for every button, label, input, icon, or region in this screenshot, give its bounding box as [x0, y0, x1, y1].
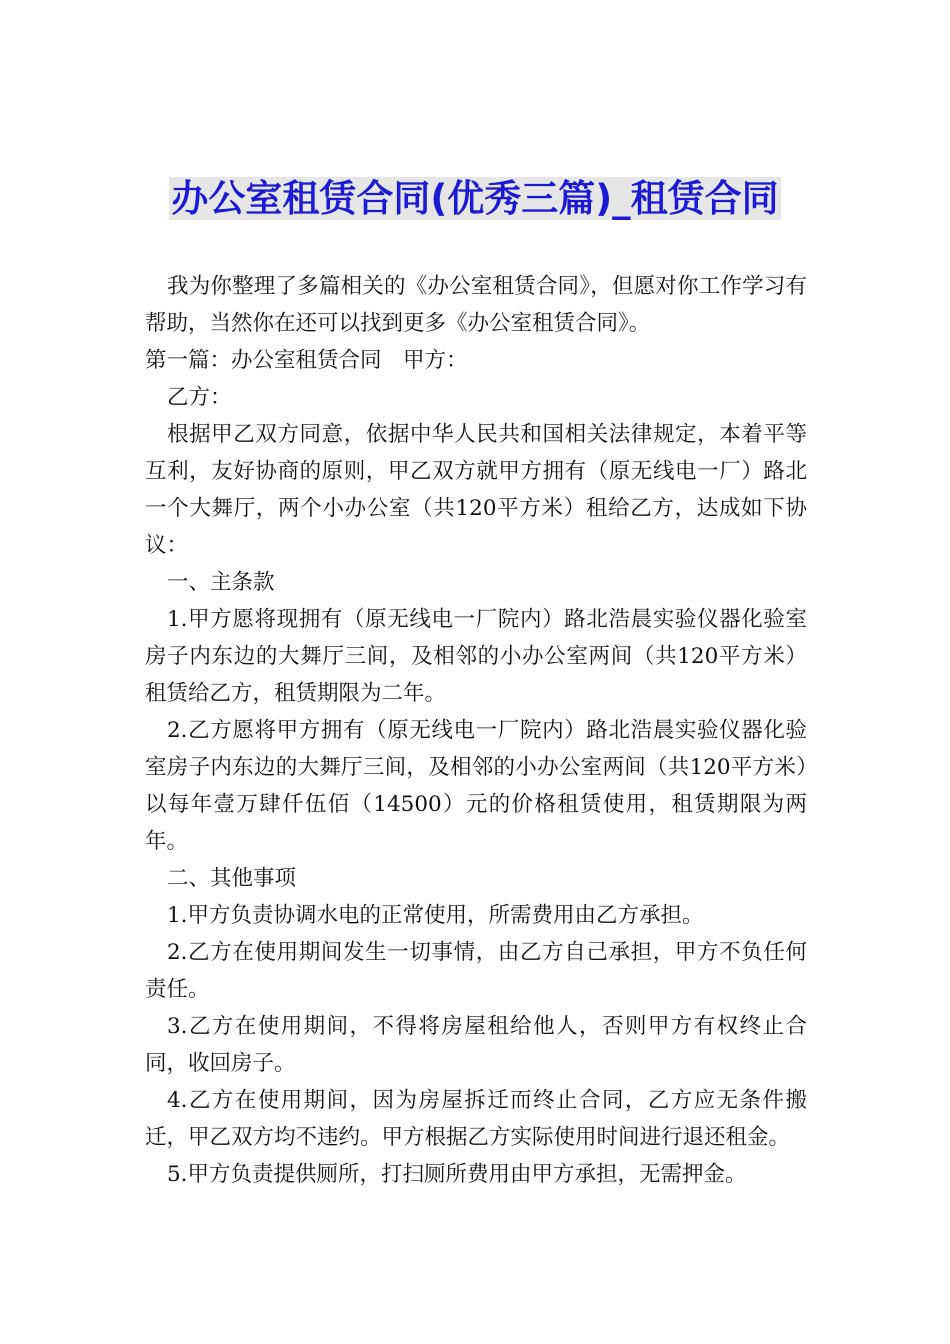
intro-paragraph: 我为你整理了多篇相关的《办公室租赁合同》，但愿对你工作学习有帮助，当然你在还可以找到更多《办公室租赁合同》。 — [145, 274, 807, 336]
other-clause-3: 3.乙方在使用期间，不得将房屋租给他人，否则甲方有权终止合同，收回房子。 — [145, 1014, 807, 1076]
other-clause-4: 4.乙方在使用期间，因为房屋拆迁而终止合同，乙方应无条件搬迁，甲乙双方均不违约。甲方根据乙方实际使用时间进行退还租金。 — [145, 1088, 807, 1150]
other-clause-2: 2.乙方在使用期间发生一切事情，由乙方自己承担，甲方不负任何责任。 — [145, 940, 807, 1002]
document-title — [0, 174, 950, 224]
agreement-preamble: 根据甲乙双方同意，依据中华人民共和国相关法律规定，本着平等互利，友好协商的原则，甲乙双方就甲方拥有（原无线电一厂）路北一个大舞厅，两个小办公室（共120平方米）租给乙方，达成如下协议： — [145, 422, 807, 558]
party-b-line: 乙方： — [167, 385, 232, 410]
clause-heading-other: 二、其他事项 — [167, 866, 297, 891]
clause-heading-main: 一、主条款 — [167, 570, 275, 595]
document-title-text: 办公室租赁合同(优秀三篇)_租赁合同 — [171, 177, 779, 220]
other-clause-1: 1.甲方负责协调水电的正常使用，所需费用由乙方承担。 — [167, 903, 704, 928]
main-clause-2: 2.乙方愿将甲方拥有（原无线电一厂院内）路北浩晨实验仪器化验室房子内东边的大舞厅三间，及相邻的小办公室两间（共120平方米）以每年壹万肆仟伍佰（14500）元的价格租赁使用，租赁期限为两年。 — [145, 718, 807, 854]
section-heading-first: 第一篇：办公室租赁合同 甲方： — [145, 348, 468, 373]
document-body — [145, 268, 807, 1193]
other-clause-5: 5.甲方负责提供厕所，打扫厕所费用由甲方承担，无需押金。 — [167, 1162, 747, 1187]
main-clause-1: 1.甲方愿将现拥有（原无线电一厂院内）路北浩晨实验仪器化验室房子内东边的大舞厅三间，及相邻的小办公室两间（共120平方米）租赁给乙方，租赁期限为二年。 — [145, 607, 807, 706]
